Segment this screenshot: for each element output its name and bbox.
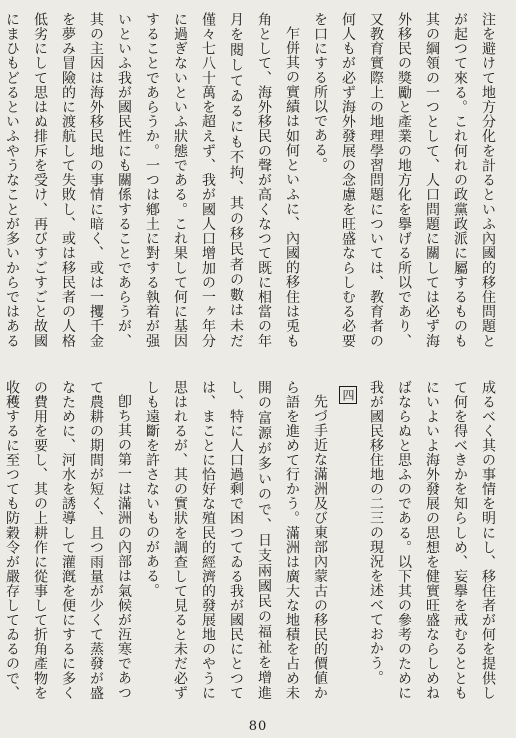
text-block-lower <box>4 380 502 700</box>
paragraph: 卽ち其の第一は滿洲の內部は氣候が沍寒であつて農耕の期間が短く、且つ雨量が少くて蒸發が盛なために、河水を誘導して灌漑を便にするに多くの費用を要し、其の上耕作に從事して折角產物を收穫するに至つても防穀令が嚴存してゐるので、 <box>4 380 132 700</box>
section-number: 四 <box>339 386 357 404</box>
paragraph: 注を避けて地方分化を計るといふ內國的移住問題とが起つて來る。これ何れの政黨政派に屬するものも其の綱領の一つとして、人口問題に關しては必ず海外移民の獎勵と產業の地方化を擧げる所以であり、又教育實際上の地理學習問題については、教育者の何人もが必ず海外發展の念慮を旺盛ならしむる必要を口にする所以である。 <box>312 12 496 348</box>
page-number: 80 <box>248 719 268 734</box>
text-block-upper <box>4 12 502 348</box>
paragraph: 成るべく其の事情を明にし、移住者が何を提供して何を得べきかを知らしめ、妄擧を戒むるとともにいよいよ海外發展の思想を健實旺盛ならしめねばならぬと思ふのである。以下其の參考のために我が國民移住地の二三の現況を述べておかう。 <box>368 380 496 700</box>
section-heading <box>334 380 362 700</box>
paragraph: 先づ手近な滿洲及び東部內蒙古の移民的價値から語を進めて行かう。滿洲は廣大な地積を占め未開の富源が多いので、日支兩國民の福祉を增進し、特に人口過剩で困つてゐる我が國民にとつては、まことに恰好な殖民的經濟的發展地のやうに思はれるが、其の實狀を調查して見ると未だ必ずしも遠斷を許さないものがある。 <box>144 380 328 700</box>
paragraph: 乍併其の實績は如何といふに、內國的移住は兎も角として、海外移民の聲が高くなつて既に相當の年月を閱してゐるにも不拘、其の移民者の數は未だ僅々七八十萬を超えず、我が國人口增加の一ヶ年分に過ぎないといふ狀態である。これ果して何に基因することであらうか。一つは鄕土に對する執着が强いといふ我が國民性にも關係することであらうが、其の主因は海外移民地の事情に暗く、或は一攫千金を夢み冒險的に渡航して失敗し、或は移民者の人格低劣にして思はぬ排斥を受け、再びすごすごと故國にまひもどるといふやうなことが多いからではある <box>4 12 300 348</box>
